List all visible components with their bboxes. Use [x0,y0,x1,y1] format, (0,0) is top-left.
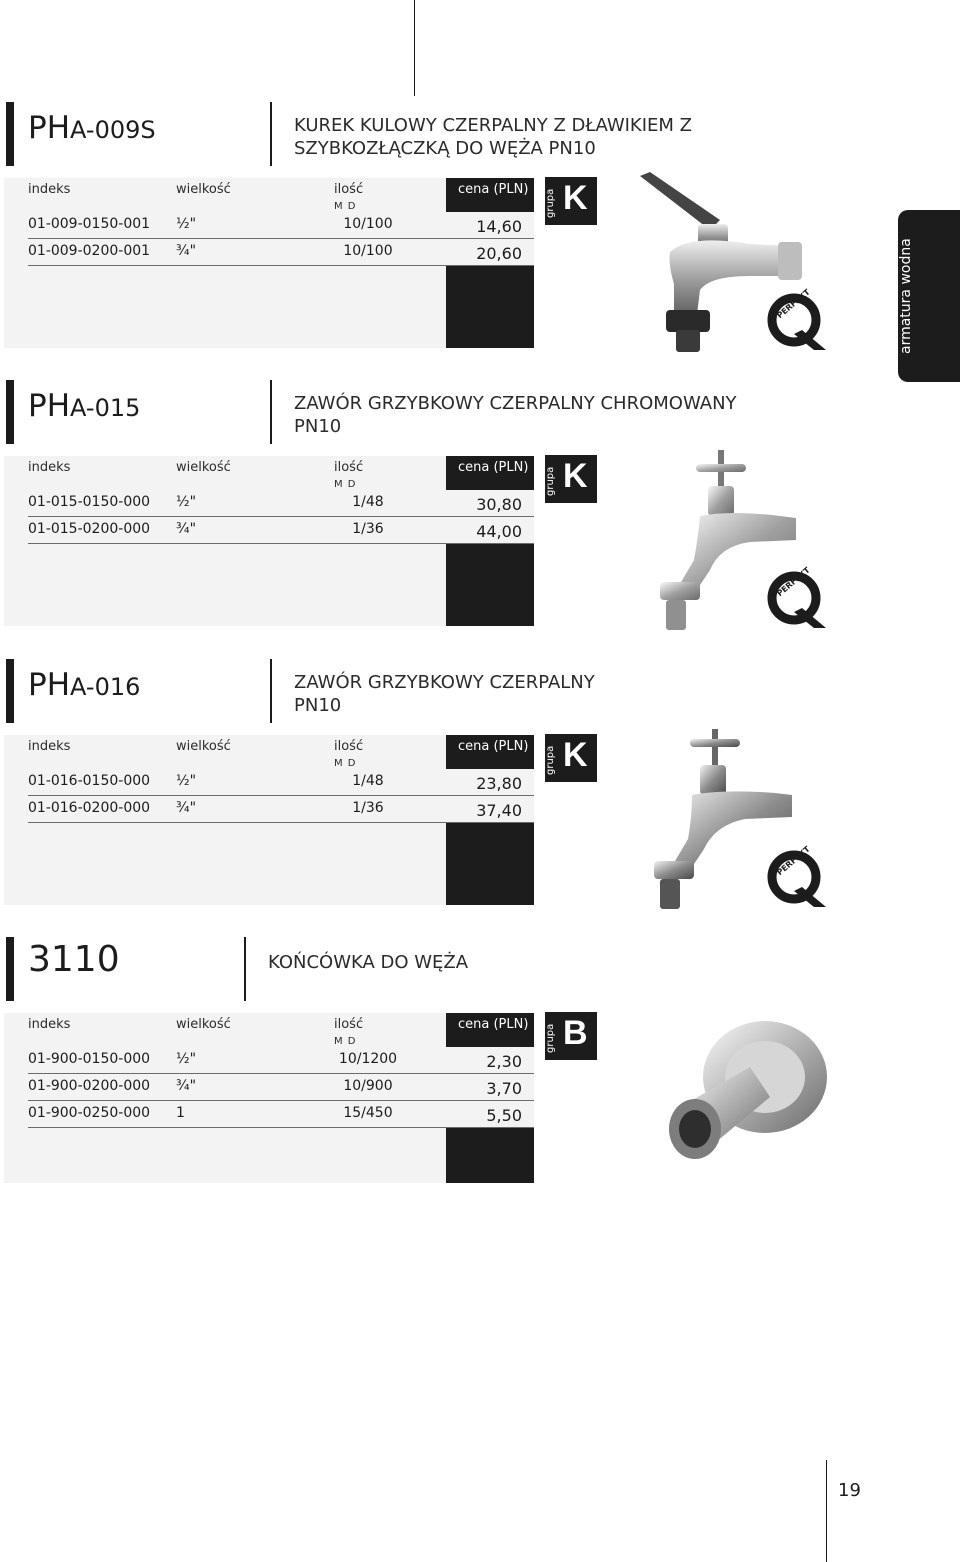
product-section-pha-015 [0,380,960,640]
header-ilosc: ilość [334,182,364,197]
title-accent-bar [6,380,14,444]
svg-text:PERFEKT: PERFEKT [775,565,812,599]
product-name: ZAWÓR GRZYBKOWY CZERPALNY PN10 [294,672,595,716]
table-row: 01-015-0150-000 ½" 1/48 [28,490,446,517]
grupa-badge: grupa K [545,177,597,225]
price-cell: 2,30 [446,1047,534,1074]
table-row: 01-900-0250-000 1 15/450 [28,1101,446,1128]
product-name: KUREK KULOWY CZERPALNY Z DŁAWIKIEM Z SZYBKOZŁĄCZKĄ DO WĘŻA PN10 [294,115,693,159]
product-section-pha-016 [0,659,960,919]
table-row: 01-900-0200-000 ¾" 10/900 [28,1074,446,1101]
grupa-badge: grupa B [545,1012,597,1060]
header-wielkosc: wielkość [176,1017,231,1032]
header-md: M D [334,201,357,212]
table-row: 01-016-0200-000 ¾" 1/36 [28,796,446,823]
table-row: 01-016-0150-000 ½" 1/48 [28,769,446,796]
hose-connector-image [600,1007,840,1187]
title-divider [244,937,246,1001]
page-number-divider [826,1460,827,1562]
price-cell: 37,40 [446,796,534,823]
header-cena: cena (PLN) [458,460,529,475]
header-indeks: indeks [28,182,71,197]
title-divider [270,659,272,723]
header-wielkosc: wielkość [176,182,231,197]
perfekt-quality-logo [764,560,832,628]
top-divider-line [414,0,415,96]
price-cell: 14,60 [446,212,534,239]
product-code: PHA-015 [28,388,141,424]
table-row: 01-015-0200-000 ¾" 1/36 [28,517,446,544]
title-divider [270,102,272,166]
price-cell: 30,80 [446,490,534,517]
table-row: 01-009-0150-001 ½" 10/100 [28,212,446,239]
header-indeks: indeks [28,1017,71,1032]
header-ilosc: ilość [334,1017,364,1032]
product-code: 3110 [28,939,120,980]
product-section-pha-009s [0,102,960,362]
category-side-tab[interactable]: armatura wodna [898,210,960,382]
page-number: 19 [838,1480,861,1501]
title-divider [270,380,272,444]
table-row: 01-900-0150-000 ½" 10/1200 [28,1047,446,1074]
table-row: 01-009-0200-001 ¾" 10/100 [28,239,446,266]
product-code: PHA-009S [28,110,156,146]
price-cell: 5,50 [446,1101,534,1128]
header-ilosc: ilość [334,460,364,475]
product-name: ZAWÓR GRZYBKOWY CZERPALNY CHROMOWANY PN10 [294,393,737,437]
header-indeks: indeks [28,739,71,754]
header-wielkosc: wielkość [176,739,231,754]
grupa-badge: grupa K [545,734,597,782]
header-md: M D [334,1036,357,1047]
price-cell: 44,00 [446,517,534,544]
header-cena: cena (PLN) [458,182,529,197]
price-cell: 3,70 [446,1074,534,1101]
grupa-badge: grupa K [545,455,597,503]
title-accent-bar [6,102,14,166]
perfekt-quality-logo [764,282,832,350]
svg-text:PERFEKT: PERFEKT [775,287,812,321]
price-cell: 20,60 [446,239,534,266]
title-accent-bar [6,937,14,1001]
header-cena: cena (PLN) [458,739,529,754]
title-accent-bar [6,659,14,723]
header-md: M D [334,758,357,769]
price-cell: 23,80 [446,769,534,796]
header-cena: cena (PLN) [458,1017,529,1032]
product-section-3110 [0,937,960,1187]
header-ilosc: ilość [334,739,364,754]
svg-text:PERFEKT: PERFEKT [775,844,812,878]
product-code: PHA-016 [28,667,141,703]
product-name: KOŃCÓWKA DO WĘŻA [268,952,469,973]
header-wielkosc: wielkość [176,460,231,475]
perfekt-quality-logo [764,839,832,907]
header-indeks: indeks [28,460,71,475]
header-md: M D [334,479,357,490]
